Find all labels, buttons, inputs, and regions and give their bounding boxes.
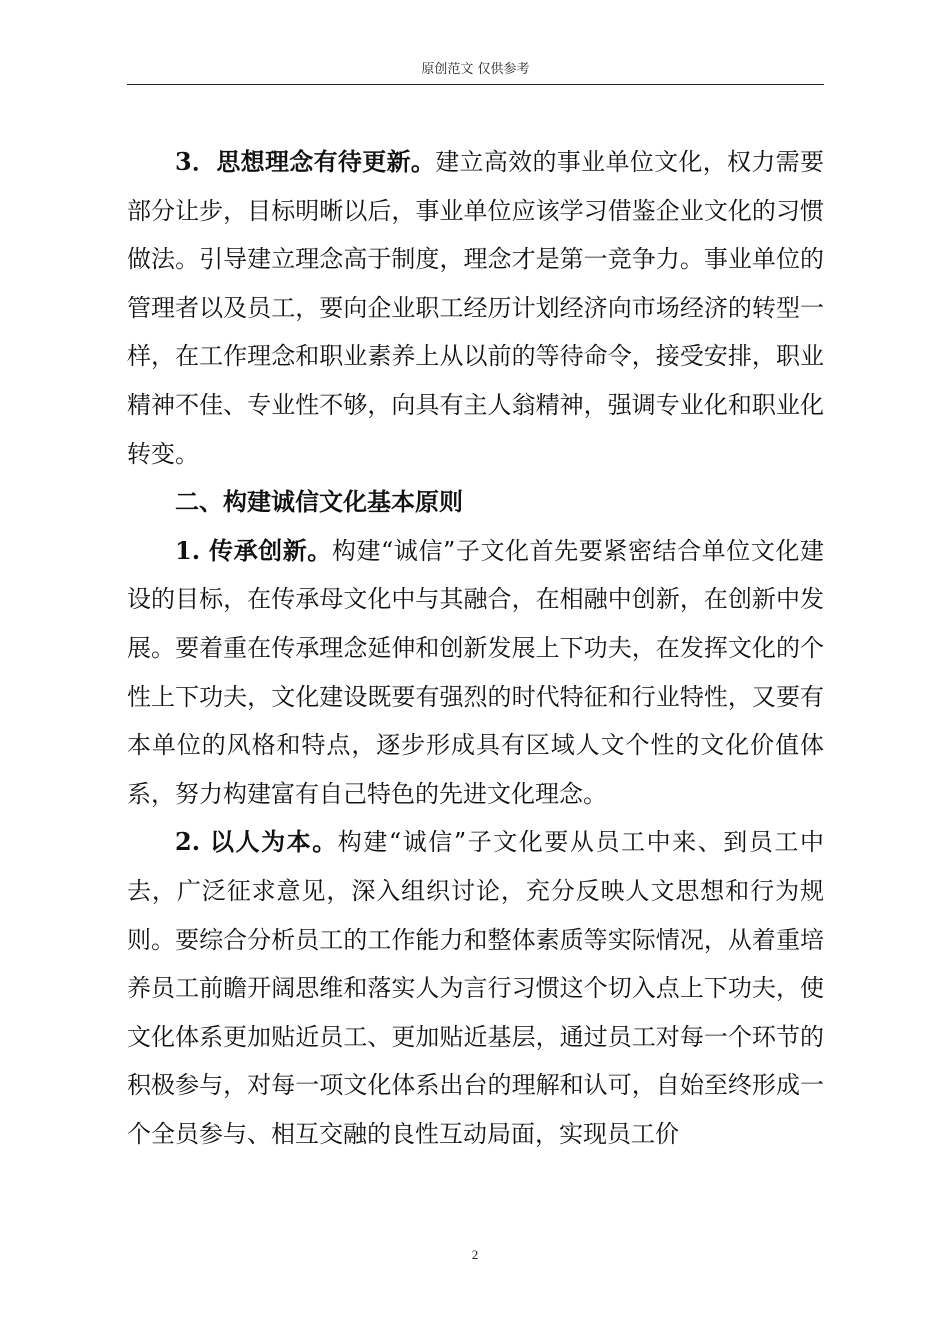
paragraph-lead: 1. 传承创新。 bbox=[175, 535, 332, 565]
paragraph-lead: 2. 以人为本。 bbox=[175, 827, 338, 857]
paragraph-text: 建立高效的事业单位文化，权力需要部分让步，目标明晰以后，事业单位应该学习借鉴企业文化的习惯做法。引导建立理念高于制度，理念才是第一竞争力。事业单位的管理者以及员工，要向企业职工经历计划经济向市场经济的转型一样，在工作理念和职业素养上从以前的等待命令，接受安排，职业精神不佳、专业性不够，向具有主人翁精神，强调专业化和职业化转变。 bbox=[127, 148, 825, 468]
header-text: 原创范文 仅供参考 bbox=[421, 62, 530, 77]
section-heading: 二、构建诚信文化基本原则 bbox=[175, 487, 463, 517]
paragraph-text: 构建“诚信”子文化要从员工中来、到员工中去，广泛征求意见，深入组织讨论，充分反映人文思想和行为规则。要综合分析员工的工作能力和整体素质等实际情况，从着重培养员工前瞻开阔思维和落实人为言行习惯这个切入点上下功夫，使文化体系更加贴近员工、更加贴近基层，通过员工对每一个环节的积极参与，对每一项文化体系出台的理解和认可，自始至终形成一个全员参与、相互交融的良性互动局面，实现员工价 bbox=[127, 828, 824, 1148]
document-body bbox=[127, 138, 824, 1158]
paragraph-inherit-innovate bbox=[127, 527, 824, 819]
paragraph-ideology-update bbox=[127, 138, 824, 478]
paragraph-lead: 3．思想理念有待更新。 bbox=[175, 147, 436, 176]
paragraph-text: 构建“诚信”子文化首先要紧密结合单位文化建设的目标，在传承母文化中与其融合，在相融中创新，在创新中发展。要着重在传承理念延伸和创新发展上下功夫，在发挥文化的个性上下功夫，文化建设既要有强烈的时代特征和行业特性，又要有本单位的风格和特点，逐步形成具有区域人文个性的文化价值体系，努力构建富有自己特色的先进文化理念。 bbox=[127, 536, 824, 808]
paragraph-people-oriented bbox=[127, 818, 824, 1158]
page-number: 2 bbox=[471, 1247, 479, 1262]
page-header bbox=[127, 62, 824, 85]
